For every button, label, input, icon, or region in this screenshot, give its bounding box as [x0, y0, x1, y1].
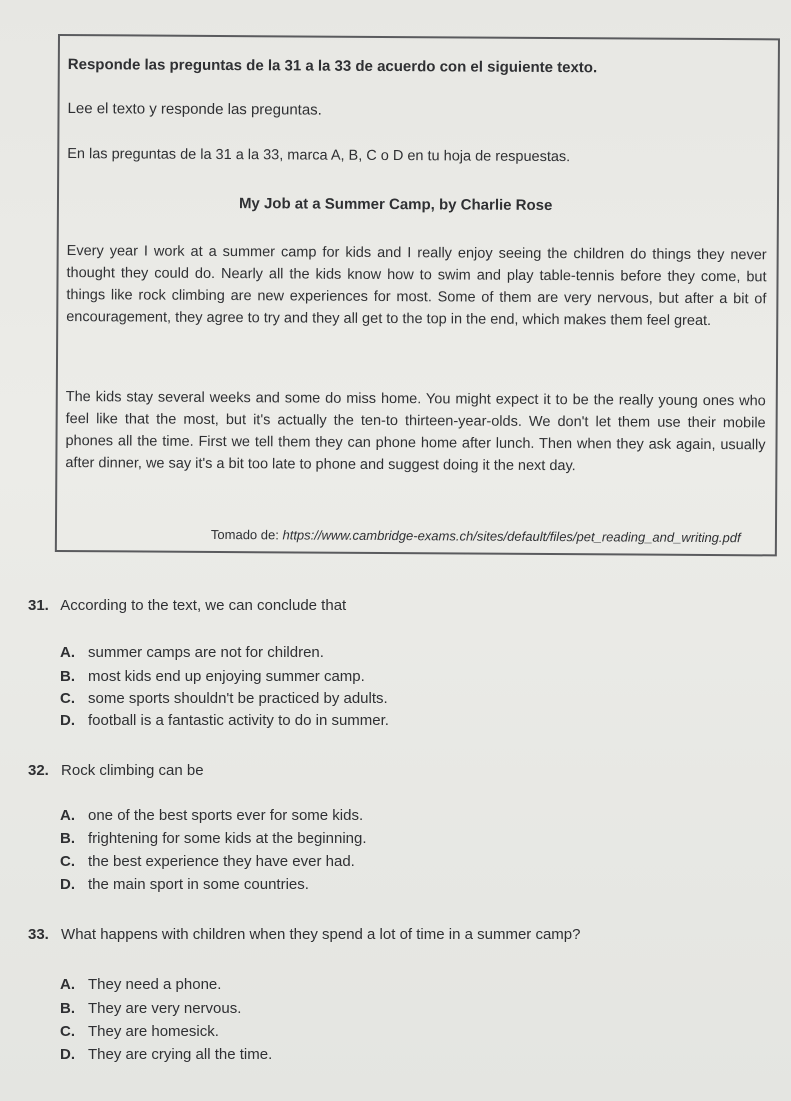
option-33-a[interactable] — [60, 976, 221, 993]
option-text: football is a fantastic activity to do in summer. — [88, 712, 389, 729]
option-letter: D. — [60, 712, 75, 729]
option-text: frightening for some kids at the beginning. — [88, 830, 367, 847]
option-31-a[interactable] — [60, 644, 324, 661]
option-32-b[interactable] — [60, 830, 367, 847]
option-text: most kids end up enjoying summer camp. — [88, 668, 365, 685]
option-letter: C. — [60, 690, 75, 707]
option-text: They need a phone. — [88, 976, 222, 993]
option-letter: D. — [60, 876, 75, 893]
question-31 — [28, 597, 346, 614]
option-letter: D. — [60, 1046, 75, 1063]
option-text: some sports shouldn't be practiced by adults. — [88, 690, 388, 707]
option-33-c[interactable] — [60, 1023, 219, 1040]
question-number: 32. — [28, 762, 49, 779]
option-text: summer camps are not for children. — [88, 644, 324, 661]
option-letter: A. — [60, 976, 75, 993]
option-text: They are very nervous. — [88, 1000, 242, 1017]
option-text: one of the best sports ever for some kids. — [88, 807, 364, 824]
story-paragraph-1: Every year I work at a summer camp for kids and I really enjoy seeing the children do things they never thought they could do. Nearly all the kids know how to swim and play table-tennis before they come, but things like rock climbing are new experiences for most. Some of them are very nervous, but after a bit of encouragement, they agree to try and they all get to the top in the end, which makes them feel great. — [66, 243, 767, 329]
source-label: Tomado de: — [210, 526, 279, 543]
option-32-d[interactable] — [60, 876, 309, 893]
option-letter: A. — [60, 644, 75, 661]
option-31-b[interactable] — [60, 668, 365, 685]
story-paragraph-2: The kids stay several weeks and some do miss home. You might expect it to be the really young ones who feel like that the most, but it's actually the ten-to thirteen-year-olds. We don't let them use their mobile phones all the time. First we tell them they can phone home after lunch. Then when they ask again, usually after dinner, we say it's a bit too late to phone and suggest doing it the next day. — [65, 389, 766, 475]
instructions-title: Responde las preguntas de la 31 a la 33 de acuerdo con el siguiente texto. — [67, 56, 598, 77]
source-url: https://www.cambridge-exams.ch/sites/default/files/pet_reading_and_writing.pdf — [282, 527, 741, 546]
question-number: 31. — [28, 597, 49, 614]
source-citation — [211, 527, 741, 545]
option-33-d[interactable] — [60, 1046, 272, 1063]
instructions-line-2: En las preguntas de la 31 a la 33, marca A, B, C o D en tu hoja de respuestas. — [67, 146, 571, 166]
question-text: Rock climbing can be — [61, 762, 204, 779]
option-text: They are homesick. — [88, 1023, 219, 1040]
option-letter: C. — [60, 1023, 75, 1040]
question-text: What happens with children when they spend a lot of time in a summer camp? — [61, 926, 581, 943]
option-text: the best experience they have ever had. — [88, 853, 355, 870]
option-32-a[interactable] — [60, 807, 363, 824]
instructions-line-1: Lee el texto y responde las preguntas. — [67, 100, 322, 119]
question-text: According to the text, we can conclude that — [60, 597, 347, 614]
option-letter: C. — [60, 853, 75, 870]
reading-text-box — [55, 34, 780, 556]
option-31-c[interactable] — [60, 690, 388, 707]
option-letter: B. — [60, 830, 75, 847]
question-33 — [28, 926, 580, 943]
option-33-b[interactable] — [60, 1000, 241, 1017]
question-32 — [28, 762, 204, 779]
option-31-d[interactable] — [60, 712, 389, 729]
story-title: My Job at a Summer Camp, by Charlie Rose — [238, 195, 553, 215]
option-letter: A. — [60, 807, 75, 824]
option-text: the main sport in some countries. — [88, 876, 309, 893]
question-number: 33. — [28, 926, 49, 943]
option-letter: B. — [60, 1000, 75, 1017]
option-text: They are crying all the time. — [88, 1046, 273, 1063]
option-letter: B. — [60, 668, 75, 685]
option-32-c[interactable] — [60, 853, 355, 870]
